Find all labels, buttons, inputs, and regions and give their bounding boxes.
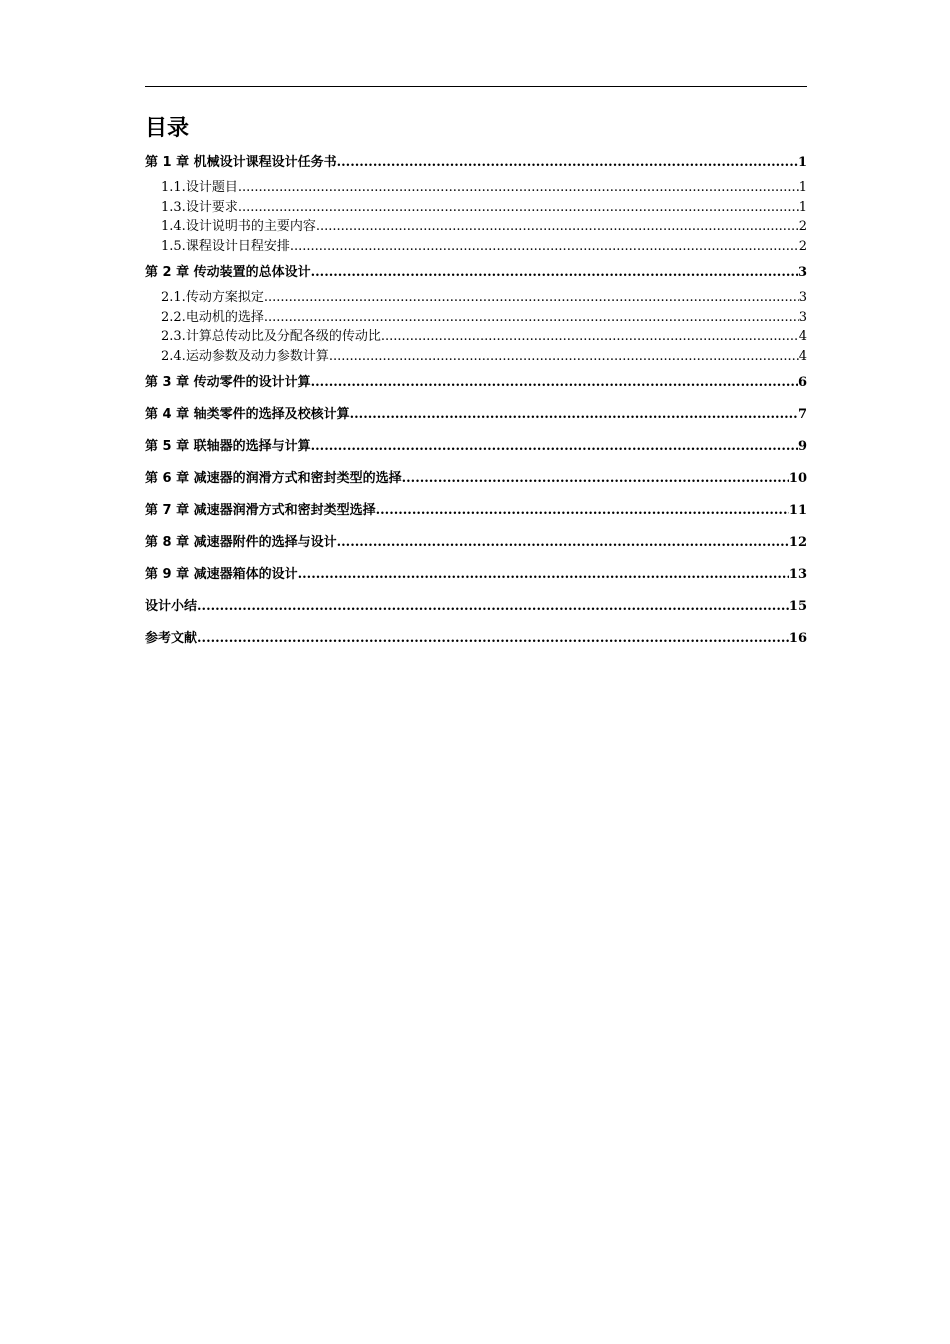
toc-chapter-5[interactable] bbox=[145, 438, 807, 456]
leader-dots bbox=[264, 288, 799, 308]
chapter-label: 第 4 章 轴类零件的选择及校核计算 bbox=[145, 407, 350, 422]
toc-chapter-1[interactable] bbox=[145, 154, 807, 172]
toc-section-2-3[interactable] bbox=[145, 327, 807, 347]
toc-chapter-4[interactable] bbox=[145, 406, 807, 424]
leader-dots bbox=[329, 347, 799, 367]
section-number: 2.1. bbox=[161, 290, 186, 305]
chapter-label: 设计小结 bbox=[145, 599, 198, 614]
page-number: 13 bbox=[788, 567, 807, 582]
leader-dots bbox=[376, 502, 789, 520]
table-of-contents bbox=[145, 150, 807, 654]
page-number: 4 bbox=[798, 348, 807, 364]
section-number: 1.4. bbox=[161, 219, 186, 234]
toc-chapter-6[interactable] bbox=[145, 470, 807, 488]
chapter-label: 参考文献 bbox=[145, 631, 198, 646]
leader-dots bbox=[316, 217, 799, 237]
section-label: 电动机的选择 bbox=[185, 309, 264, 325]
section-label: 课程设计日程安排 bbox=[185, 238, 290, 254]
spacer bbox=[145, 526, 807, 530]
spacer bbox=[145, 590, 807, 594]
leader-dots bbox=[197, 598, 789, 616]
toc-chapter-2[interactable] bbox=[145, 264, 807, 282]
page-number: 10 bbox=[788, 471, 807, 486]
section-label: 设计题目 bbox=[185, 180, 238, 195]
toc-chapter-8[interactable] bbox=[145, 534, 807, 552]
spacer bbox=[145, 558, 807, 562]
page-number: 1 bbox=[798, 199, 807, 215]
toc-chapter-9[interactable] bbox=[145, 566, 807, 584]
toc-chapter-3[interactable] bbox=[145, 374, 807, 392]
toc-section-1-5[interactable] bbox=[145, 237, 807, 257]
chapter-label: 第 6 章 减速器的润滑方式和密封类型的选择 bbox=[145, 471, 402, 486]
section-number: 2.2. bbox=[161, 309, 186, 325]
spacer bbox=[145, 398, 807, 402]
page-number: 3 bbox=[798, 309, 807, 325]
leader-dots bbox=[337, 534, 789, 552]
leader-dots bbox=[311, 374, 798, 392]
spacer bbox=[145, 494, 807, 498]
chapter-label: 第 9 章 减速器箱体的设计 bbox=[145, 567, 298, 582]
leader-dots bbox=[381, 327, 799, 347]
section-label: 设计要求 bbox=[185, 199, 238, 215]
chapter-label: 第 5 章 联轴器的选择与计算 bbox=[145, 439, 311, 454]
section-number: 1.3. bbox=[161, 199, 186, 215]
chapter-label: 第 7 章 减速器润滑方式和密封类型选择 bbox=[145, 503, 376, 518]
spacer bbox=[145, 462, 807, 466]
page-number: 15 bbox=[788, 599, 807, 614]
toc-title: 目录 bbox=[145, 116, 190, 141]
section-number: 1.5. bbox=[161, 238, 186, 254]
section-label: 运动参数及动力参数计算 bbox=[185, 348, 329, 364]
spacer bbox=[145, 366, 807, 370]
chapter-label: 第 1 章 机械设计课程设计任务书 bbox=[145, 155, 337, 170]
section-label: 设计说明书的主要内容 bbox=[185, 219, 316, 234]
page-number: 3 bbox=[798, 290, 807, 305]
page-number: 4 bbox=[798, 329, 807, 344]
header-rule bbox=[145, 86, 807, 87]
leader-dots bbox=[402, 470, 789, 488]
toc-section-1-1[interactable] bbox=[145, 178, 807, 198]
leader-dots bbox=[298, 566, 789, 584]
leader-dots bbox=[197, 630, 789, 648]
section-label: 传动方案拟定 bbox=[185, 290, 264, 305]
section-number: 2.3. bbox=[161, 329, 186, 344]
page-number: 2 bbox=[798, 219, 807, 234]
page-number: 9 bbox=[797, 439, 807, 454]
toc-section-2-4[interactable] bbox=[145, 347, 807, 367]
page-number: 11 bbox=[788, 503, 807, 518]
chapter-label: 第 3 章 传动零件的设计计算 bbox=[145, 375, 311, 390]
leader-dots bbox=[311, 264, 798, 282]
leader-dots bbox=[238, 198, 799, 218]
page-number: 1 bbox=[798, 180, 807, 195]
page-number: 12 bbox=[788, 535, 807, 550]
chapter-label: 第 2 章 传动装置的总体设计 bbox=[145, 265, 311, 280]
leader-dots bbox=[238, 178, 799, 198]
leader-dots bbox=[290, 237, 799, 257]
leader-dots bbox=[350, 406, 798, 424]
leader-dots bbox=[337, 154, 798, 172]
toc-section-2-1[interactable] bbox=[145, 288, 807, 308]
section-number: 1.1. bbox=[161, 180, 186, 195]
toc-references[interactable] bbox=[145, 630, 807, 648]
toc-section-2-2[interactable] bbox=[145, 308, 807, 328]
page-number: 3 bbox=[797, 265, 807, 280]
leader-dots bbox=[311, 438, 798, 456]
leader-dots bbox=[264, 308, 799, 328]
page-number: 6 bbox=[797, 375, 807, 390]
spacer bbox=[145, 256, 807, 260]
page-number: 2 bbox=[798, 238, 807, 254]
section-number: 2.4. bbox=[161, 348, 186, 364]
section-label: 计算总传动比及分配各级的传动比 bbox=[185, 329, 381, 344]
spacer bbox=[145, 430, 807, 434]
spacer bbox=[145, 622, 807, 626]
toc-summary[interactable] bbox=[145, 598, 807, 616]
page-number: 1 bbox=[797, 155, 807, 170]
page-number: 7 bbox=[797, 407, 807, 422]
toc-section-1-3[interactable] bbox=[145, 198, 807, 218]
chapter-label: 第 8 章 减速器附件的选择与设计 bbox=[145, 535, 337, 550]
page-number: 16 bbox=[788, 631, 807, 646]
toc-section-1-4[interactable] bbox=[145, 217, 807, 237]
toc-chapter-7[interactable] bbox=[145, 502, 807, 520]
